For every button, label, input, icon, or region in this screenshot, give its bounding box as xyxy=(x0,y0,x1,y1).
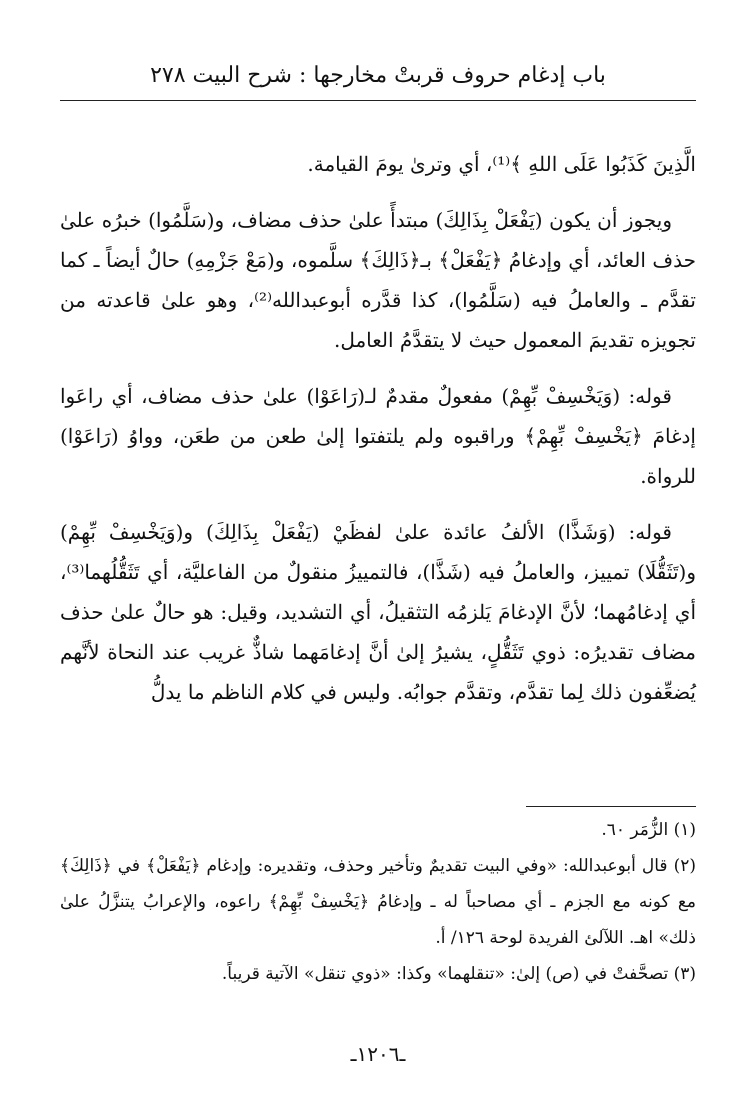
paragraph-4: قوله: (وَشَذَّا) الألفُ عائدة علىٰ لفظَيْ (يَفْعَلْ بِذَالِكَ) و(وَيَخْسِفْ بِّهِمْ) و(تَثَقُّلَا) تمييز، والعاملُ فيه (شَذَّا)، فالتمييزُ منقولٌ من الفاعليَّة، أي تَثَقُّلُهما⁽³⁾، أي إدغامُهما؛ لأنَّ الإدغامَ يَلزمُه التثقيلُ، أي التشديد، وقيل: هو حالٌ علىٰ حذف مضاف تقديرُه: ذوي تَثَقُّلٍ، يشيرُ إلىٰ أنَّ إدغامَهما شاذٌّ غريب عند النحاة لأنَّهم يُضعِّفون ذلك لِما تقدَّم، وتقدَّم جوابُه. وليس في كلام الناظم ما يدلُّ xyxy=(60,520,696,704)
paragraph-2: ويجوز أن يكون (يَفْعَلْ بِذَالِكَ) مبتدأً علىٰ حذف مضاف، و(سَلَّمُوا) خبرُه علىٰ حذف العائد، أي وإدغامُ ﴿يَفْعَلْ﴾ بـ﴿ذَالِكَ﴾ سلَّموه، و(مَعْ جَزْمِهِ) حالٌ أيضاً ـ كما تقدَّم ـ والعاملُ فيه (سَلَّمُوا)، كذا قدَّره أبوعبدالله⁽²⁾، وهو علىٰ قاعدته من تجويزه تقديمَ المعمول حيث لا يتقدَّمُ العامل. xyxy=(60,208,696,352)
paragraph-3: قوله: (وَيَخْسِفْ بِّهِمْ) مفعولٌ مقدمٌ لـ(رَاعَوْا) علىٰ حذف مضاف، أي راعَوا إدغامَ ﴿يَخْسِفْ بِّهِمْ﴾ وراقبوه ولم يلتفتوا إلىٰ طعن من طعَن، وواوُ (رَاعَوْا) للرواة. xyxy=(60,384,696,488)
page-number: ـ١٢٠٦ـ xyxy=(350,1042,406,1066)
footnote-2: (٢) قال أبوعبدالله: «وفي البيت تقديمٌ وتأخير وحذف، وتقديره: وإدغام ﴿يَفْعَلْ﴾ في ﴿ذَالِكَ﴾ مع كونه مع الجزم ـ أي مصاحباً له ـ وإدغامُ ﴿يَخْسِفْ بِّهِمْ﴾ راعوه، والإعرابُ يتنزَّلُ علىٰ ذلك» اهـ. اللآلئ الفريدة لوحة ١٢٦/ أ. xyxy=(60,856,696,948)
paragraph-1: الَّذِينَ كَذَبُوا عَلَى اللهِ ﴾⁽¹⁾، أي وترىٰ يومَ القيامة. xyxy=(307,152,696,176)
main-text xyxy=(60,144,696,728)
footnote-1: (١) الزُّمَر ٦٠. xyxy=(601,820,696,840)
footnote-divider xyxy=(526,806,696,807)
footnote-3: (٣) تصحَّفتْ في (ص) إلىٰ: «تنقلهما» وكذا: «ذوي تنقل» الآتية قريباً. xyxy=(221,964,696,984)
running-header: باب إدغام حروف قربتْ مخارجها : شرح البيت ٢٧٨ xyxy=(150,63,606,88)
footnotes xyxy=(60,812,696,992)
header-divider xyxy=(60,100,696,101)
